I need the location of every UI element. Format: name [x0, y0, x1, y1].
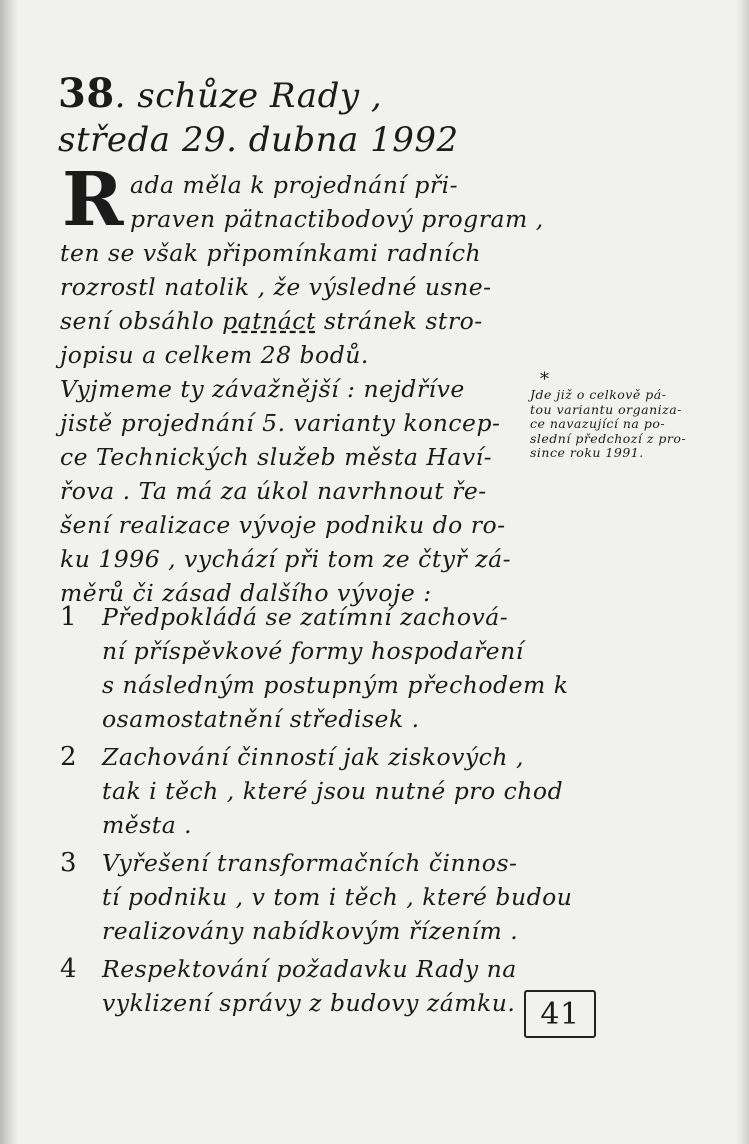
paragraph-2-line: měrů či zásad dalšího vývoje :	[60, 579, 432, 607]
list-item-line: tak i těch , které jsou nutné pro chod	[102, 777, 564, 805]
footnote-line: slední předchozí z pro-	[530, 430, 687, 446]
meeting-heading	[58, 72, 528, 162]
list-item-line: Zachování činností jak ziskových ,	[102, 743, 524, 771]
paragraph-1-line: ten se však připomínkami radních	[60, 239, 482, 267]
list-item-line: Respektování požadavku Rady na	[102, 955, 517, 983]
side-footnote	[530, 369, 730, 461]
drop-cap: R	[62, 157, 124, 243]
meeting-number: 38	[58, 70, 115, 117]
list-item-line: Vyřešení transformačních činnos-	[102, 849, 518, 877]
paragraph-2-line: jistě projednání 5. varianty koncep-	[60, 409, 501, 437]
paragraph-1-line: jopisu a celkem 28 bodů.	[60, 341, 369, 369]
paragraph-1-line: praven pätnactibodový program ,	[130, 205, 544, 233]
list-item	[60, 952, 520, 1020]
paragraph-1-line: rozrostl natolik , že výsledné usne-	[60, 273, 492, 301]
list-item-line: osamostatnění středisek .	[102, 705, 420, 733]
underlined-word: patnáct	[222, 307, 316, 335]
heading-line-1-text: . schůze Rady ,	[114, 76, 383, 116]
paragraph-2-line: řova . Ta má za úkol navrhnout ře-	[60, 477, 487, 505]
footnote-line: since roku 1991.	[530, 445, 644, 460]
paragraph-1-line-with-underline	[60, 304, 520, 338]
list-item-number: 4	[60, 954, 78, 984]
paragraph-2-line: Vyjmeme ty závažnější : nejdříve	[60, 375, 465, 403]
list-item-line: realizovány nabídkovým řízením .	[102, 917, 519, 945]
heading-date: středa 29. dubna 1992	[58, 120, 459, 160]
list-item-line: města .	[102, 811, 193, 839]
paragraph-2-line: šení realizace vývoje podniku do ro-	[60, 511, 506, 539]
paragraph-2-line: ku 1996 , vychází při tom ze čtyř zá-	[60, 545, 512, 573]
paragraph-1-line-part: sení obsáhlo	[60, 307, 215, 335]
list-item-line: s následným postupným přechodem k	[102, 671, 569, 699]
paragraph-2	[60, 372, 520, 610]
list-item	[60, 740, 564, 842]
page-number: 41	[524, 990, 596, 1038]
list-item	[60, 600, 569, 736]
heading-line-1	[58, 72, 528, 118]
list-item-number: 1	[60, 602, 78, 632]
list-item-line: Předpokládá se zatímní zachová-	[102, 603, 509, 631]
list-item-number: 2	[60, 742, 78, 772]
list-item-number: 3	[60, 848, 78, 878]
footnote-line: Jde již o celkově pá-	[530, 387, 667, 402]
footnote-line: tou variantu organiza-	[530, 401, 682, 417]
footnote-asterisk-icon: *	[540, 369, 550, 390]
footnote-line: ce navazující na po-	[530, 416, 666, 431]
paragraph-1	[60, 157, 544, 372]
paragraph-1-line-part: stránek stro-	[323, 307, 483, 335]
list-item-line: tí podniku , v tom i těch , které budou	[102, 883, 573, 911]
page-binding-shadow	[0, 0, 18, 1144]
list-item-line: ní příspěvkové formy hospodaření	[102, 637, 524, 665]
list-item-line: vyklizení správy z budovy zámku.	[102, 989, 516, 1017]
paragraph-1-line: ada měla k projednání při-	[130, 171, 459, 199]
paragraph-2-line: ce Technických služeb města Haví-	[60, 443, 493, 471]
body-text	[60, 157, 544, 610]
list-item	[60, 846, 573, 948]
page-edge-shadow	[737, 0, 749, 1144]
